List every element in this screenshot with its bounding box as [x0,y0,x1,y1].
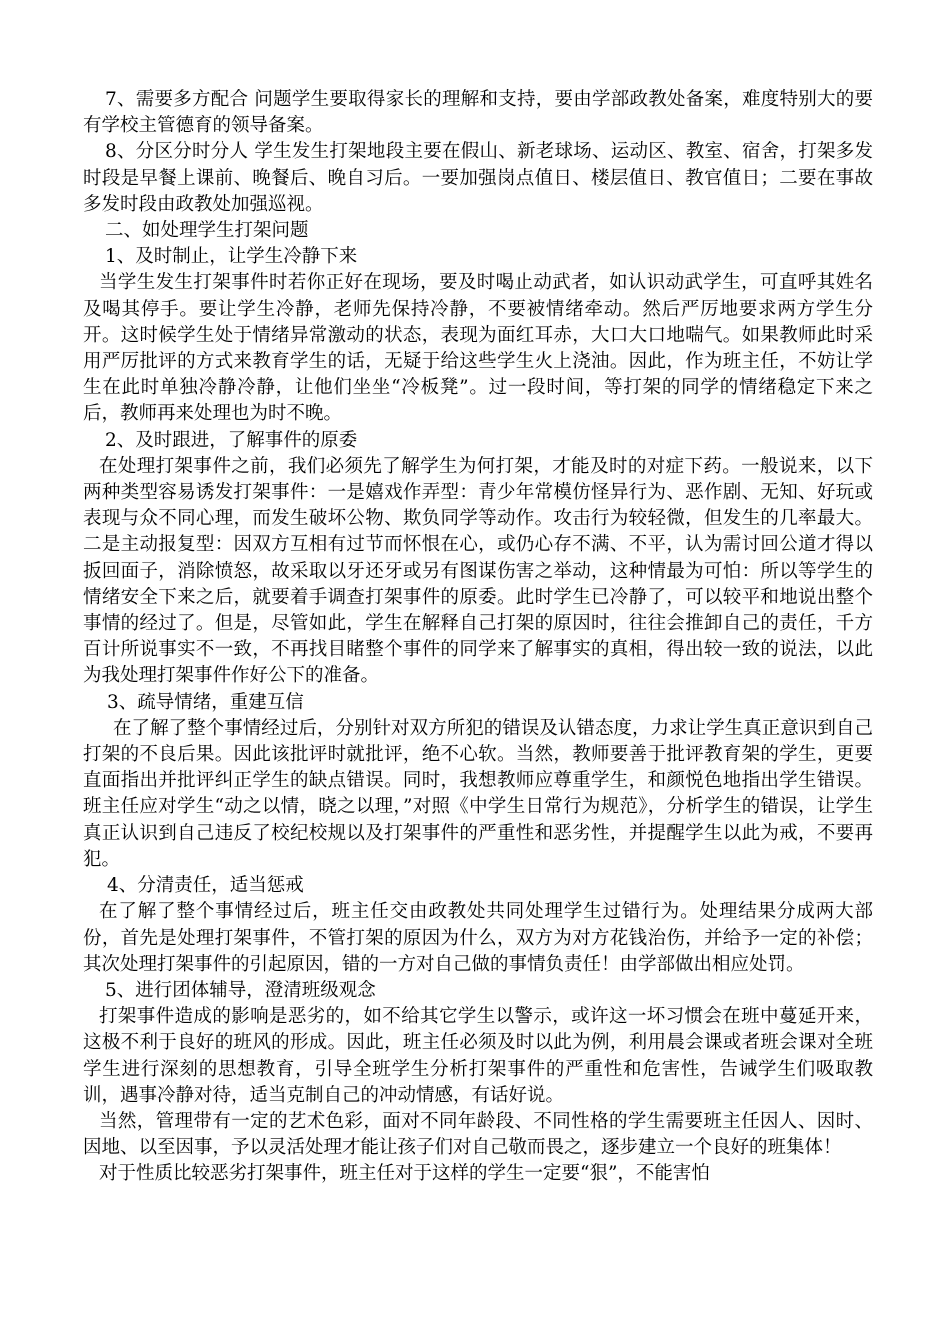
paragraph-emotion: 在了解了整个事情经过后，分别针对双方所犯的错误及认错态度，力求让学生真正意识到自己打架的不良后果。因此该批评时就批评，绝不心软。当然，教师要善于批评教育架的学生，更要直面指出并批评纠正学生的缺点错误。同时，我想教师应尊重学生，和颜悦色地指出学生错误。班主任应对学生“动之以情，晓之以理，”对照《中学生日常行为规范》，分析学生的错误，让学生真正认识到自己违反了校纪校规以及打架事件的严重性和恶劣性，并提醒学生以此为戒，不要再犯。 [83,717,873,870]
paragraph-stop-fight: 当学生发生打架事件时若你正好在现场，要及时喝止动武者，如认识动武学生，可直呼其姓名及喝其停手。要让学生冷静，老师先保持冷静，不要被情绪牵动。然后严厉地要求两方学生分开。这时候学生处于情绪异常激动的状态，表现为面红耳赤，大口大口地喘气。如果教师此时采用严厉批评的方式来教育学生的话，无疑于给这些学生火上浇油。因此，作为班主任，不妨让学生在此时单独冷静冷静，让他们坐坐“冷板凳”。过一段时间，等打架的同学的情绪稳定下来之后，教师再来处理也为时不晚。 [83,272,873,425]
paragraph-severe: 对于性质比较恶劣打架事件，班主任对于这样的学生一定要“狠”，不能害怕 [99,1163,710,1185]
subheading-2: 2、及时跟进，了解事件的原委 [105,429,358,451]
subheading-4: 4、分清责任，适当惩戒 [107,875,304,897]
paragraph-group-counsel: 打架事件造成的影响是恶劣的，如不给其它学生以警示，或许这一坏习惯会在班中蔓延开来，这极不利于良好的班风的形成。因此，班主任必须及时以此为例，利用晨会课或者班会课对全班学生进行深刻的思想教育，引导全班学生分析打架事件的严重性和危害性，告诫学生们吸取教训，遇事冷静对待，适当克制自己的冲动情感，有话好说。 [83,1006,873,1106]
subheading-5: 5、进行团体辅导，澄清班级观念 [105,979,376,1001]
subheading-1: 1、及时制止，让学生冷静下来 [105,246,358,268]
paragraph-art: 当然，管理带有一定的艺术色彩，面对不同年龄段、不同性格的学生需要班主任因人、因时、因地、以至因事，予以灵活处理才能让孩子们对自己敬而畏之，逐步建立一个良好的班集体！ [83,1110,873,1159]
section-heading-2: 二、如处理学生打架问题 [105,220,309,242]
paragraph-responsibility: 在了解了整个事情经过后，班主任交由政教处共同处理学生过错行为。处理结果分成两大部份，首先是处理打架事件，不管打架的原因为什么，双方为对方花钱治伤，并给予一定的补偿；其次处理打架事件的引起原因，错的一方对自己做的事情负责任！由学部做出相应处罚。 [83,901,873,975]
subheading-3: 3、疏导情绪，重建互信 [107,691,304,713]
paragraph-item-7: 7、需要多方配合 问题学生要取得家长的理解和支持，要由学部政教处备案，难度特别大的要有学校主管德育的领导备案。 [83,89,873,137]
paragraph-follow-up: 在处理打架事件之前，我们必须先了解学生为何打架，才能及时的对症下药。一般说来，以下两种类型容易诱发打架事件：一是嬉戏作弄型：青少年常模仿怪异行为、恶作剧、无知、好玩或表现与众不同心理，而发生破坏公物、欺负同学等动作。攻击行为较轻微，但发生的几率最大。二是主动报复型：因双方互相有过节而怀恨在心，或仍心存不满、不平，认为需讨回公道才得以扳回面子，消除愤怒，故采取以牙还牙或另有图谋伤害之举动，这种情最为可怕：所以等学生的情绪安全下来之后，就要着手调查打架事件的原委。此时学生已冷静了，可以较平和地说出整个事情的经过了。但是，尽管如此，学生在解释自己打架的原因时，往往会推卸自己的责任，千方百计所说事实不一致，不再找目睹整个事件的同学来了解事实的真相，得出较一致的说法，以此为我处理打架事件作好公下的准备。 [83,455,873,687]
paragraph-item-8: 8、分区分时分人 学生发生打架地段主要在假山、新老球场、运动区、教室、宿舍，打架多发时段是早餐上课前、晚餐后、晚自习后。一要加强岗点值日、楼层值日、教官值日；二要在事故多发时段由政教处加强巡视。 [83,141,873,215]
document-body [83,87,873,1188]
